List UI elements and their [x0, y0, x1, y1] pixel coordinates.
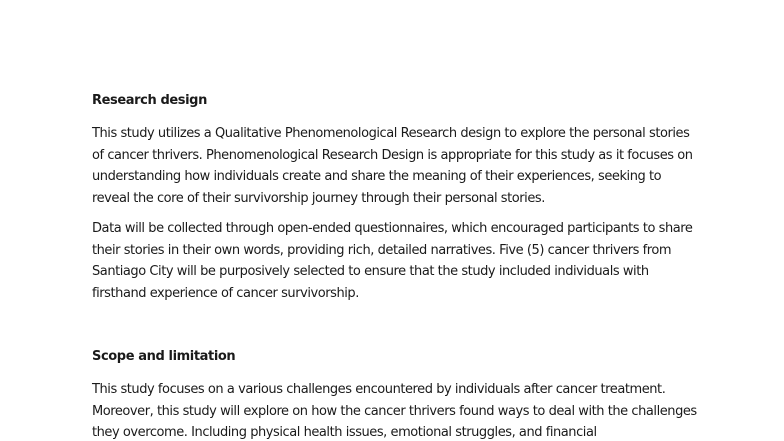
section-heading-research-design: Research design: [92, 93, 207, 108]
document-body: [92, 91, 702, 441]
paragraph: This study utilizes a Qualitative Phenomenological Research design to explore the personal stories of cancer thrivers. Phenomenological Research Design is appropriate for this study as it focuses on understanding how individuals create and share the meaning of their experiences, seeking to reveal the core of their survivorship journey through their personal stories.: [92, 126, 693, 206]
section-heading-scope-and-limitation: Scope and limitation: [92, 349, 236, 364]
paragraph: Data will be collected through open-ended questionnaires, which encouraged participants to share their stories in their own words, providing rich, detailed narratives. Five (5) cancer thrivers from Santiago City will be purposively selected to ensure that the study included individuals with firsthand experience of cancer survivorship.: [92, 221, 693, 301]
paragraph: This study focuses on a various challenges encountered by individuals after cancer treatment. Moreover, this study will explore on how the cancer thrivers found ways to deal with the challenges they overcome. Including physical health issues, emotional struggles, and financial: [92, 382, 697, 440]
